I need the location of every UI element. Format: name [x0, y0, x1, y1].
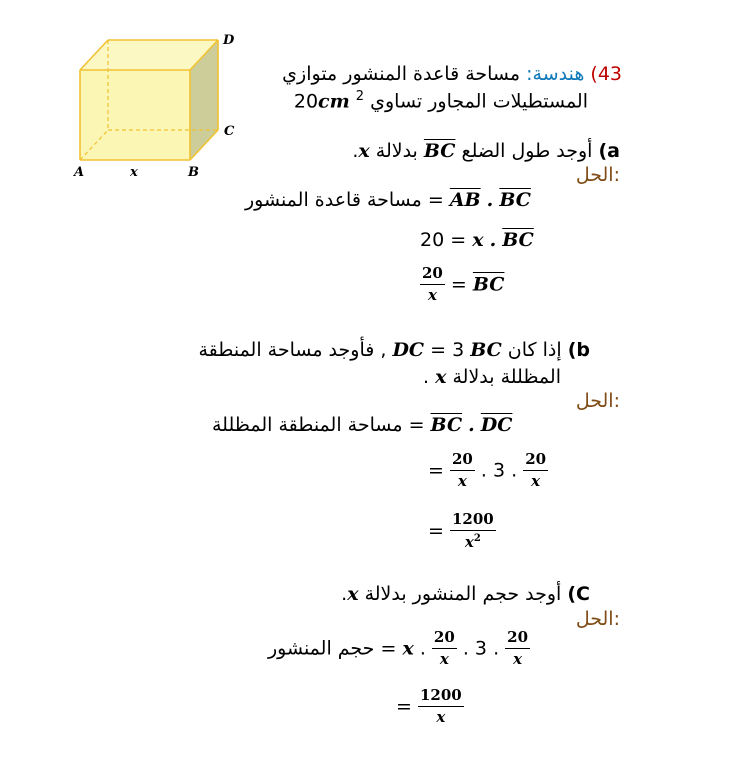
area-exponent: 2 [355, 89, 365, 104]
vertex-d-label: D [223, 33, 235, 48]
seg-bc: $\overline{BC}$ [423, 140, 456, 162]
prism-front-face [80, 70, 190, 160]
fraction-1200-over-x-squared: $\frac{1200}{x^2}$ [451, 510, 494, 551]
part-a-step-2: 20 = x . $\overline{BC}$ [420, 229, 534, 251]
problem-text-1: مساحة قاعدة المنشور متوازي [282, 63, 521, 85]
problem-line-2 [294, 89, 588, 112]
part-c-step-1: حجم المنشور = x . $\frac{20}{x}$ . 3 . $\frac{20}{x}$ [268, 628, 529, 668]
part-c-result: = $\frac{1200}{x}$ [396, 686, 462, 726]
part-b-step-1: مساحة المنطقة المظللة = $\overline{BC}$ . $\overline{DC}$ [212, 414, 513, 436]
fraction-20-over-x: $\frac{20}{x}$ [422, 264, 443, 304]
vertex-c-label: C [224, 124, 235, 139]
prism-figure [70, 30, 240, 180]
part-b-solution-label: الحل: [575, 390, 620, 412]
part-a-solution-label: الحل: [575, 164, 620, 186]
part-b-question-line-2: المظللة بدلالة x . [423, 366, 561, 388]
part-b-step-2: = $\frac{20}{x}$ . 3 . $\frac{20}{x}$ [428, 450, 547, 490]
part-c-question: C) أوجد حجم المنشور بدلالة x. [341, 583, 590, 605]
problem-line-1 [282, 63, 622, 85]
part-c-marker: C [576, 583, 590, 605]
part-b-result: = $\frac{1200}{x^2}$ [428, 510, 494, 551]
area-value: 20cm [293, 90, 350, 113]
vertex-a-label: A [74, 165, 85, 180]
part-c-solution-label: الحل: [575, 608, 620, 630]
part-a-step-3: $\frac{20}{x}$ = $\overline{BC}$ [422, 264, 505, 304]
part-a-step-1: مساحة قاعدة المنشور = $\overline{AB}$ . $\overline{BC}$ [245, 189, 531, 211]
part-a-question: a) أوجد طول الضلع $\overline{BC}$ بدلالة x. [352, 140, 620, 162]
problem-number: 43) [590, 63, 622, 85]
problem-text-2: المستطيلات المجاور تساوي [370, 90, 588, 113]
part-a-marker: a [607, 140, 620, 162]
vertex-b-label: B [188, 165, 199, 180]
fraction-1200-over-x: $\frac{1200}{x}$ [419, 686, 462, 726]
part-b-question: b) إذا كان DC = 3 BC , فأوجد مساحة المنطقة [198, 339, 590, 361]
edge-x-label: x [130, 165, 138, 180]
problem-topic: هندسة: [526, 63, 585, 85]
part-b-marker: b [576, 339, 590, 361]
